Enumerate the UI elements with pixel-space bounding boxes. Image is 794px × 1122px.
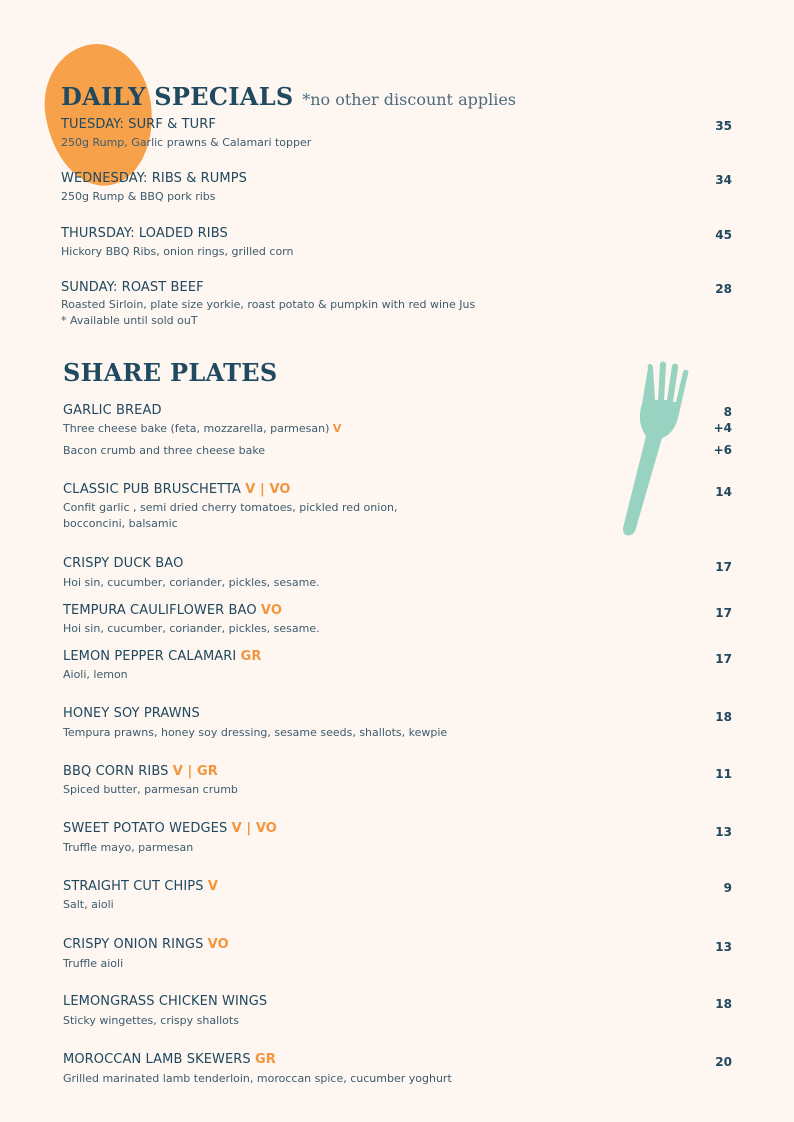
menu-item-price: 34 (715, 173, 732, 187)
menu-item-price: 28 (715, 282, 732, 296)
dietary-tag: V (207, 879, 218, 894)
menu-item-name (63, 937, 229, 952)
menu-item-price: 35 (715, 119, 732, 133)
menu-item-name: WEDNESDAY: RIBS & RUMPS (61, 171, 248, 186)
menu-item-desc-text: Three cheese bake (feta, mozzarella, parmesan) (63, 422, 330, 435)
menu-item-name-text: LEMON PEPPER CALAMARI (63, 649, 237, 664)
menu-item-name (63, 764, 218, 779)
menu-item-price: 17 (715, 560, 732, 574)
menu-item-desc: Truffle mayo, parmesan (63, 841, 194, 854)
menu-item-price: 8 (723, 405, 732, 419)
menu-item-name: TUESDAY: SURF & TURF (61, 117, 216, 132)
menu-item-desc: Roasted Sirloin, plate size yorkie, roast potato & pumpkin with red wine Jus (61, 298, 476, 311)
dietary-tag: V | VO (245, 482, 291, 497)
dietary-tag: VO (260, 603, 282, 618)
dietary-tag: GR (255, 1052, 276, 1067)
daily-specials-title: DAILY SPECIALS (61, 82, 294, 111)
menu-item-price: 45 (715, 228, 732, 242)
discount-note: *no other discount applies (302, 90, 517, 109)
menu-item-name (63, 879, 218, 894)
menu-item-desc: Salt, aioli (63, 898, 114, 911)
menu-item-desc (63, 420, 341, 437)
menu-item-price: 18 (715, 710, 732, 724)
menu-item-name: HONEY SOY PRAWNS (63, 706, 200, 721)
menu-item-desc: bocconcini, balsamic (63, 517, 178, 530)
menu-item-price: 13 (715, 825, 732, 839)
dietary-tag: V (332, 422, 342, 435)
menu-item-price: 11 (715, 767, 732, 781)
menu-item-name-text: SWEET POTATO WEDGES (63, 821, 228, 836)
menu-item-name: SUNDAY: ROAST BEEF (61, 280, 204, 295)
menu-item-desc: Sticky wingettes, crispy shallots (63, 1014, 239, 1027)
dietary-tag: V | VO (231, 821, 277, 836)
menu-addon-price: +4 (713, 421, 732, 435)
menu-item-price: 13 (715, 940, 732, 954)
menu-item-desc: Truffle aioli (63, 957, 124, 970)
menu-item-desc: Aioli, lemon (63, 668, 128, 681)
dietary-tag: VO (207, 937, 229, 952)
menu-item-name: LEMONGRASS CHICKEN WINGS (63, 994, 268, 1009)
menu-item-price: 17 (715, 606, 732, 620)
menu-item-price: 9 (723, 881, 732, 895)
menu-item-name: GARLIC BREAD (63, 403, 162, 418)
menu-item-desc: 250g Rump & BBQ pork ribs (61, 190, 216, 203)
menu-item-desc: Grilled marinated lamb tenderloin, moroccan spice, cucumber yoghurt (63, 1072, 452, 1085)
menu-item-desc: Hoi sin, cucumber, coriander, pickles, sesame. (63, 576, 320, 589)
menu-item-desc: Spiced butter, parmesan crumb (63, 783, 238, 796)
menu-item-name: CRISPY DUCK BAO (63, 556, 184, 571)
menu-item-name-text: STRAIGHT CUT CHIPS (63, 879, 204, 894)
menu-item-name: THURSDAY: LOADED RIBS (61, 226, 228, 241)
menu-item-name (63, 1052, 276, 1067)
orange-blob-decoration (37, 37, 162, 192)
dietary-tag: V | GR (172, 764, 218, 779)
menu-item-desc: 250g Rump, Garlic prawns & Calamari topper (61, 136, 312, 149)
menu-item-name-text: BBQ CORN RIBS (63, 764, 169, 779)
menu-addon-price: +6 (713, 443, 732, 457)
menu-item-name (63, 649, 261, 664)
menu-item-price: 14 (715, 485, 732, 499)
menu-item-note: * Available until sold ouT (61, 314, 198, 327)
menu-item-desc: Hickory BBQ Ribs, onion rings, grilled corn (61, 245, 294, 258)
menu-item-name (63, 821, 277, 836)
menu-item-price: 20 (715, 1055, 732, 1069)
menu-item-name (63, 482, 291, 497)
menu-item-desc: Tempura prawns, honey soy dressing, sesame seeds, shallots, kewpie (63, 726, 448, 739)
menu-item-desc: Bacon crumb and three cheese bake (63, 444, 266, 457)
menu-item-price: 18 (715, 997, 732, 1011)
menu-item-name-text: CLASSIC PUB BRUSCHETTA (63, 482, 241, 497)
menu-item-name (63, 603, 282, 618)
daily-specials-heading (61, 82, 516, 111)
menu-item-desc: Confit garlic , semi dried cherry tomatoes, pickled red onion, (63, 501, 398, 514)
menu-item-price: 17 (715, 652, 732, 666)
share-plates-title: SHARE PLATES (63, 358, 278, 387)
menu-item-desc: Hoi sin, cucumber, coriander, pickles, sesame. (63, 622, 320, 635)
dietary-tag: GR (240, 649, 262, 664)
menu-item-name-text: TEMPURA CAULIFLOWER BAO (63, 603, 257, 618)
menu-item-name-text: CRISPY ONION RINGS (63, 937, 204, 952)
menu-item-name-text: MOROCCAN LAMB SKEWERS (63, 1052, 251, 1067)
